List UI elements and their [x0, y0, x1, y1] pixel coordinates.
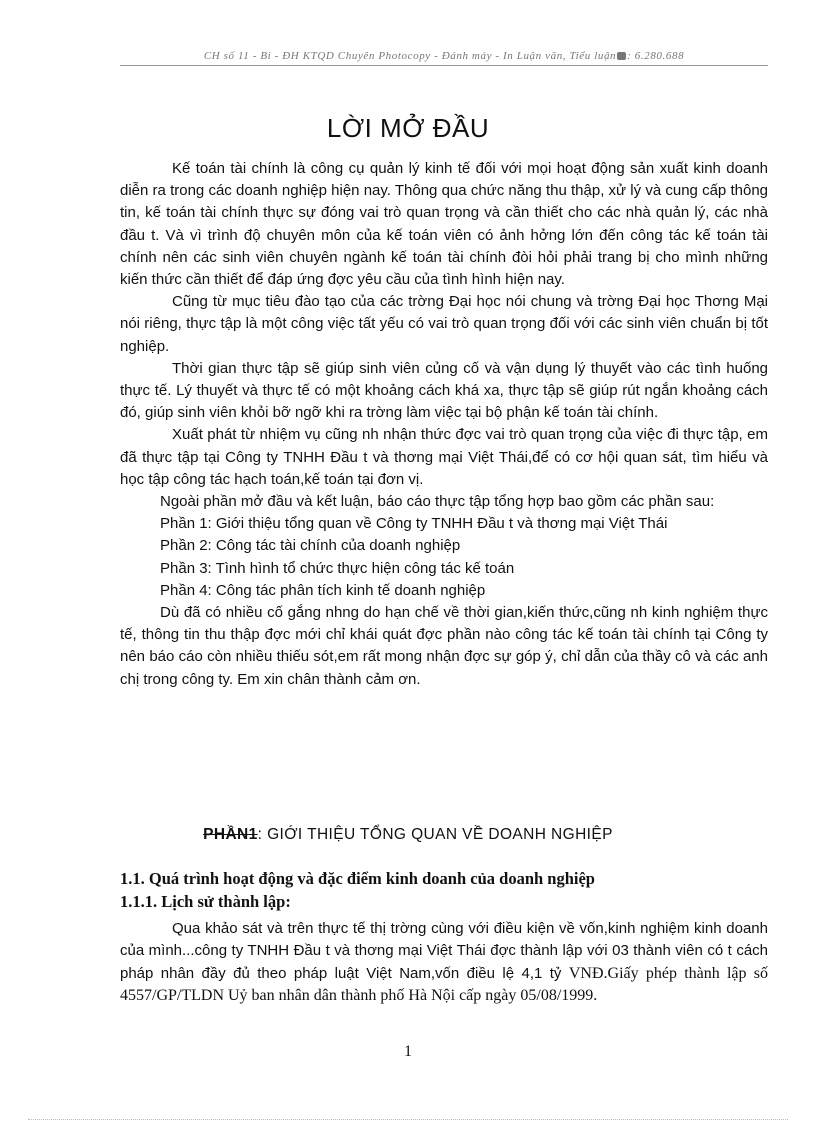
section-label: PHẦN1: [203, 826, 258, 843]
history-text-serif: VNĐ.Giấy phép thành lập số 4557/GP/TLDN Uỷ ban nhân dân thành phố Hà Nội cấp ngày 05/08/1999.: [120, 964, 768, 1005]
phone-icon: [617, 52, 626, 60]
section-title: : GIỚI THIỆU TỔNG QUAN VỀ DOANH NGHIỆP: [257, 826, 613, 843]
intro-paragraph: Ngoài phần mở đầu và kết luận, báo cáo thực tập tổng hợp bao gồm các phần sau:: [160, 493, 715, 511]
subsection-heading: 1.1. Quá trình hoạt động và đặc điểm kinh doanh của doanh nghiệp: [120, 869, 595, 888]
page-header: [120, 50, 768, 62]
outline-item: Phần 4: Công tác phân tích kinh tế doanh nghiệp: [160, 581, 486, 599]
history-paragraph: [120, 918, 768, 1008]
header-text: CH số 11 - Bi - ĐH KTQD Chuyên Photocopy - Đánh máy - In Luận văn, Tiểu luận: [203, 50, 617, 62]
intro-paragraph: Kế toán tài chính là công cụ quản lý kinh tế đối với mọi hoạt động sản xuất kinh doanh diễn ra trong các doanh nghiệp hiện nay. Thông qua chức năng thu thập, xử lý và cung cấp thông tin, kế toán tài chính thực sự đóng vai trò quan trọng và cần thiết cho các nhà quản lý, các nhà đầu t. Và vì trình độ chuyên môn của kế toán viên có ảnh hởng lớn đến công tác kế toán tài chính nên các sinh viên chuyên ngành kế toán tài chính đòi hỏi phải trang bị cho mình những kiến thức cần thiết để đáp ứng đợc yêu cầu của tình hình hiện nay.: [120, 160, 768, 289]
page-number: 1: [404, 1043, 412, 1060]
header-phone: : 6.280.688: [627, 50, 685, 62]
subsection-heading: 1.1.1. Lịch sử thành lập:: [120, 892, 291, 911]
header-rule: [120, 65, 768, 66]
intro-paragraph: Xuất phát từ nhiệm vụ cũng nh nhận thức đợc vai trò quan trọng của việc đi thực tập, em đã thực tập tại Công ty TNHH Đầu t và thơng mại Việt Thái,để có cơ hội quan sát, tìm hiểu và học tập công tác hạch toán,kế toán tại đơn vị.: [120, 426, 768, 488]
intro-paragraph: Dù đã có nhiều cố gắng nhng do hạn chế về thời gian,kiến thức,cũng nh kinh nghiệm thực tế, thông tin thu thập đợc mới chỉ khái quát đợc phần nào công tác kế toán tài chính tại Công ty nên báo cáo còn nhiều thiếu sót,em rất mong nhận đợc sự góp ý, chỉ dẫn của thầy cô và các anh chị trong công ty. Em xin chân thành cảm ơn.: [120, 604, 768, 688]
intro-body: [120, 158, 768, 691]
intro-paragraph: Cũng từ mục tiêu đào tạo của các trờng Đại học nói chung và trờng Đại học Thơng Mại nói riêng, thực tập là một công việc tất yếu có vai trò quan trọng đối với các sinh viên chuẩn bị tốt nghiệp.: [120, 293, 768, 355]
outline-item: Phần 3: Tình hình tổ chức thực hiện công tác kế toán: [160, 559, 515, 577]
history-body: [120, 918, 768, 1008]
section-heading: [0, 826, 816, 844]
intro-paragraph: Thời gian thực tập sẽ giúp sinh viên củng cố và vận dụng lý thuyết vào các tình huống thực tế. Lý thuyết và thực tế có một khoảng cách khá xa, thực tập sẽ giúp rút ngắn khoảng cách đó, giúp sinh viên khỏi bỡ ngỡ khi ra trờng làm việc tại bộ phận kế toán tài chính.: [120, 359, 768, 422]
outline-item: Phần 1: Giới thiệu tổng quan về Công ty TNHH Đầu t và thơng mại Việt Thái: [160, 515, 668, 533]
document-title: LỜI MỞ ĐẦU: [326, 113, 490, 143]
footer-divider: [28, 1119, 788, 1120]
outline-item: Phần 2: Công tác tài chính của doanh nghiệp: [160, 537, 461, 555]
history-text-sans: Qua khảo sát và trên thực tế thị trờng cùng với điều kiện về vốn,kinh nghiệm kinh doanh của mình...công ty TNHH Đầu t và thơng mại Việt Thái đợc thành lập với 03 thành viên có t cách pháp nhân đầy đủ theo pháp luật Việt Nam,vốn điều lệ 4,1 tỷ: [120, 920, 768, 982]
